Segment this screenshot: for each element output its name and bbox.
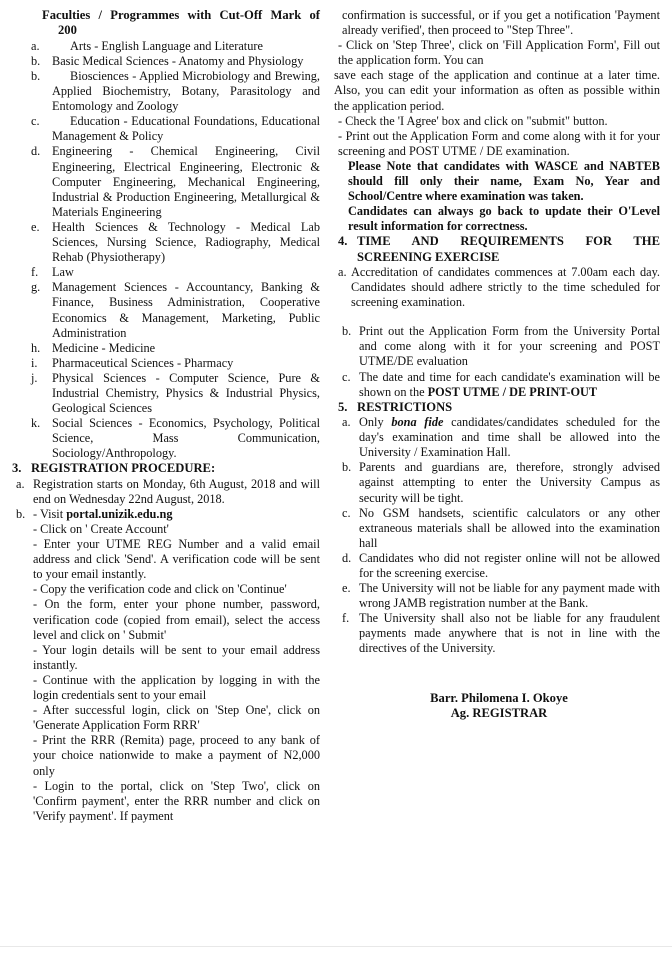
faculty-item-marker: b.: [31, 69, 41, 83]
section-5-number: 5.: [338, 399, 348, 414]
registrar-name: Barr. Philomena I. Okoye: [430, 690, 568, 705]
faculty-item-marker: b.: [31, 53, 41, 68]
continuation-paragraph: confirmation is successful, or if you get a notification 'Payment already verified', then proceed to "Step Three".: [342, 8, 660, 38]
section-4-title-line2: SCREENING EXERCISE: [357, 249, 500, 264]
faculty-item-text: Health Sciences & Technology - Medical Lab Sciences, Nursing Science, Radiography, Medical Rehab (Physiotherapy): [52, 219, 320, 265]
step-three-continued: save each stage of the application and continue at a later time. Also, you can edit your information as often as possible within the application period.: [334, 68, 660, 113]
faculty-item-marker: d.: [31, 144, 41, 159]
section-5-item-marker: d.: [342, 550, 352, 565]
faculty-item-text: Biosciences - Applied Microbiology and Brewing, Applied Biochemistry, Botany, Parasitology and Entomology and Zoology: [52, 69, 320, 114]
section-4-title-line1: TIME AND REQUIREMENTS FOR THE: [357, 234, 660, 249]
section-4-item-text: [351, 265, 660, 310]
registration-step: - After successful login, click on 'Step One', click on 'Generate Application Form RRR': [33, 703, 320, 733]
section-5-item-body: Candidates who did not register online will not be allowed for the screening exercise.: [359, 550, 660, 580]
section-5-item: [338, 581, 660, 611]
registration-step: - Copy the verification code and click on 'Continue': [33, 582, 287, 597]
section-5-item-marker: b.: [342, 460, 352, 475]
section-5-title: RESTRICTIONS: [357, 399, 453, 414]
faculty-item-text: Education - Educational Foundations, Educational Management & Policy: [52, 114, 320, 144]
section-5-item-marker: a.: [342, 415, 351, 430]
section-5-item-marker: c.: [342, 505, 351, 520]
section-5-item-marker: f.: [342, 611, 350, 626]
faculty-item: [12, 416, 320, 461]
section-5-item-body: Parents and guardians are, therefore, strongly advised against attempting to enter the University Campus as security will be tight.: [359, 460, 660, 505]
section-4-item-marker: a.: [338, 265, 347, 279]
section-4-spacer: [338, 250, 357, 265]
section-4-item: [338, 370, 660, 400]
section-5-items: [338, 415, 660, 657]
visit-prefix: - Visit: [33, 506, 67, 521]
faculty-item: [12, 54, 320, 69]
faculty-item: [12, 356, 320, 371]
section-3-item-a-marker: a.: [16, 476, 25, 491]
footer-divider: [0, 946, 672, 947]
left-column: [12, 8, 328, 824]
section-5-item-body: The University will not be liable for any payment made with wrong JAMB registration number at the Bank.: [359, 581, 660, 611]
section-5-item: [338, 415, 660, 460]
section-3-number: 3.: [12, 461, 22, 476]
section-3-title: REGISTRATION PROCEDURE:: [31, 461, 216, 476]
section-5-item-body: candidates/candidates scheduled for the day's examination and time shall be allowed into the University / Examination Hall.: [359, 415, 660, 460]
registration-step: - Click on ' Create Account': [33, 522, 169, 537]
faculty-item-text: Basic Medical Sciences - Anatomy and Physiology: [52, 53, 304, 68]
registration-step: - Login to the portal, click on 'Step Two', click on 'Confirm payment', enter the RRR number and click on 'Verify payment'. If payment: [33, 778, 320, 823]
section-4-spacing: [338, 310, 660, 324]
section-4-item-text: [359, 324, 660, 369]
section-5-item-text: [359, 611, 660, 656]
faculty-item-text: Arts - English Language and Literature: [70, 38, 263, 53]
faculty-item: [12, 144, 320, 219]
section-3-heading: [12, 461, 320, 476]
section-5-item-body: The University shall also not be liable for any fraudulent payments made anywhere that is not in line with the directives of the University.: [359, 611, 660, 656]
section-4-item: [338, 265, 660, 310]
section-4-item-emphasis: POST UTME / DE PRINT-OUT: [427, 384, 598, 399]
section-5-item: [338, 611, 660, 656]
section-4-item-body: The date and time for each candidate's examination will be shown on the: [359, 369, 660, 399]
section-5-item-text: [359, 415, 660, 460]
faculty-item-text: Medicine - Medicine: [52, 340, 156, 355]
faculty-item-text: Physical Sciences - Computer Science, Pure & Industrial Chemistry, Physics & Industrial Physics, Geological Sciences: [52, 370, 320, 416]
page-title: [42, 8, 320, 39]
right-column: [328, 8, 660, 824]
faculties-list: [12, 39, 320, 462]
section-4-item-marker: c.: [342, 369, 351, 384]
faculty-item: [12, 265, 320, 280]
faculty-item: [12, 280, 320, 340]
olevel-update-paragraph: Candidates can always go back to update their O'Level result information for correctness.: [348, 204, 660, 234]
faculty-item-text: Management Sciences - Accountancy, Banking & Finance, Business Administration, Cooperative Economics & Management, Marketing, Public Administration: [52, 280, 320, 340]
section-5-heading: [338, 400, 660, 415]
faculty-item: [12, 69, 320, 114]
section-4-items: [338, 265, 660, 400]
print-application-paragraph: - Print out the Application Form and come along with it for your screening and POST UTME / DE examination.: [338, 128, 660, 158]
please-note-paragraph: Please Note that candidates with WASCE and NABTEB should fill only their name, Exam No, Year and School/Centre where examination was taken.: [348, 158, 660, 204]
step-three-paragraph: - Click on 'Step Three', click on 'Fill Application Form', Fill out the application form. You can: [338, 38, 660, 68]
page-title-line1: Faculties / Programmes with Cut-Off Mark of: [42, 8, 320, 22]
section-4-item-text: [359, 370, 660, 400]
section-5-item-text: [359, 460, 660, 505]
faculty-item: [12, 371, 320, 416]
section-3-item-b: [12, 507, 320, 522]
section-4-item-marker: b.: [342, 324, 352, 339]
faculty-item-text: Social Sciences - Economics, Psychology, Political Science, Mass Communication, Sociology/Anthropology.: [52, 416, 320, 461]
registration-step: - Your login details will be sent to your email address instantly.: [33, 642, 320, 672]
section-5-item: [338, 551, 660, 581]
registration-step: - Continue with the application by logging in with the login credentials sent to your email: [33, 672, 320, 703]
section-5-item-marker: e.: [342, 581, 351, 596]
section-5-item-text: [359, 581, 660, 611]
faculty-item-text: Engineering - Chemical Engineering, Civil Engineering, Electrical Engineering, Electronic & Computer Engineering, Mechanical Engineering, Industrial & Production Engineering, Metallurgical & Materials Engineering: [52, 144, 320, 219]
page-title-line2: 200: [58, 23, 77, 38]
section-4-heading-line2: [338, 250, 660, 265]
faculty-item-marker: e.: [31, 219, 40, 234]
portal-url: portal.unizik.edu.ng: [66, 506, 173, 521]
faculty-item-text: Law: [52, 265, 74, 280]
faculty-item-marker: c.: [31, 114, 40, 129]
section-4-heading: [338, 234, 660, 249]
faculty-item: [12, 114, 320, 144]
section-3-item-b-portal-line: [33, 507, 320, 522]
registrar-role: Ag. REGISTRAR: [450, 706, 548, 721]
faculty-item: [12, 220, 320, 265]
faculty-item: [12, 341, 320, 356]
section-4-item-body: Print out the Application Form from the University Portal and come along with it for your screening and POST UTME/DE evaluation: [359, 324, 660, 369]
section-3-item-a-text: Registration starts on Monday, 6th August, 2018 and will end on Wednesday 22nd August, 2018.: [33, 476, 320, 506]
section-4-item: [338, 324, 660, 369]
signature-block: [338, 691, 660, 722]
faculty-item-marker: i.: [31, 355, 38, 370]
registration-step: - Print the RRR (Remita) page, proceed to any bank of your choice nationwide to make a payment of N2,000 only: [33, 733, 320, 778]
section-5-item-text: [359, 506, 660, 551]
registration-steps-list: [12, 522, 320, 824]
section-5-item-text: [359, 551, 660, 581]
agree-checkbox-paragraph: - Check the 'I Agree' box and click on "submit" button.: [338, 113, 608, 128]
registration-step: - On the form, enter your phone number, password, verification code (copied from email), select the access level and click on ' Submit': [33, 597, 320, 642]
section-5-item-emphasis: bona fide: [391, 415, 444, 430]
faculty-item-text: Pharmaceutical Sciences - Pharmacy: [52, 355, 234, 370]
faculty-item-marker: j.: [31, 370, 38, 385]
section-4-number: 4.: [338, 234, 348, 249]
registration-step: - Enter your UTME REG Number and a valid email address and click 'Send'. A verification code will be sent to your email instantly.: [33, 537, 320, 582]
faculty-item-marker: f.: [31, 265, 39, 280]
section-5-item-pre: Only: [359, 415, 392, 430]
faculty-item-marker: g.: [31, 280, 41, 295]
section-3-item-a: [12, 477, 320, 507]
section-5-item: [338, 506, 660, 551]
section-3-item-b-marker: b.: [16, 506, 26, 521]
section-5-item: [338, 460, 660, 505]
section-4-item-body: Accreditation of candidates commences at 7.00am each day. Candidates should adhere strictly to the time scheduled for screening examination.: [351, 265, 660, 310]
faculty-item-marker: h.: [31, 340, 41, 355]
faculty-item-marker: a.: [31, 38, 40, 53]
faculty-item: [12, 39, 320, 54]
faculty-item-marker: k.: [31, 416, 41, 431]
section-5-item-body: No GSM handsets, scientific calculators or any other extraneous materials shall be allowed into the examination hall: [359, 505, 660, 550]
